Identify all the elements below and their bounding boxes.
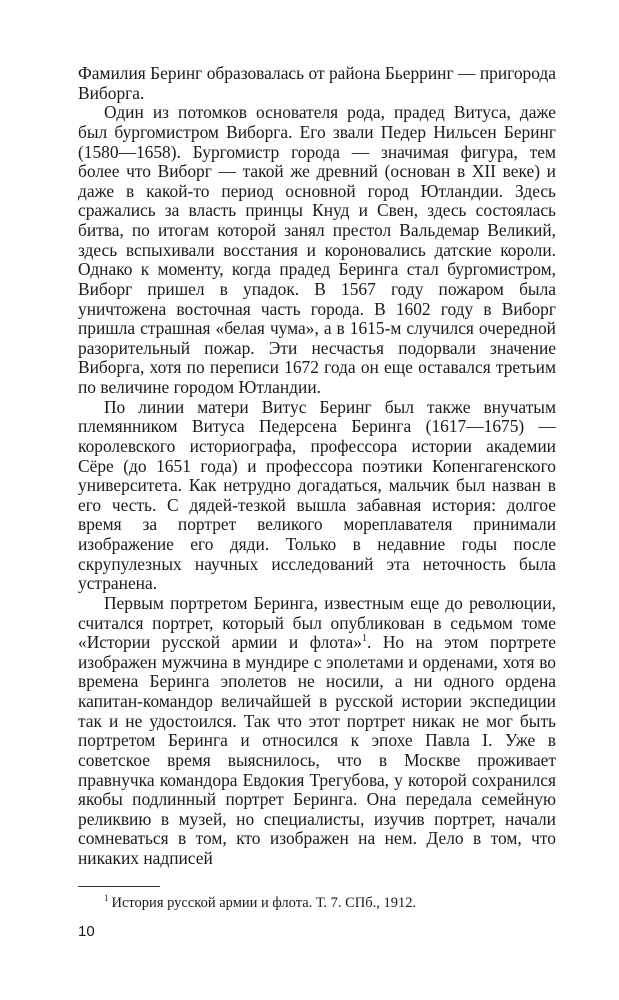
footnote-divider	[78, 886, 160, 887]
paragraph-text: . Но на этом портрете изображен мужчина в мундире с эполетами и орденами, хотя во времена Беринга эполетов не носили, а ни одного ордена капитан-командор величайшей в русской истории экспедиции так и не удостоился. Так что этот портрет никак не мог быть портретом Беринга и относился к эпохе Павла I. Уже в советское время выяснилось, что в Москве проживает правнучка командора Евдокия Трегубова, у которой сохранился якобы подлинный портрет Беринга. Она передала семейную реликвию в музей, но специалисты, изучив портрет, начали сомневаться в том, кто изображен на нем. Дело в том, что никаких надписей	[78, 632, 556, 868]
body-text	[78, 64, 556, 869]
footnote-number: 1	[104, 893, 109, 904]
paragraph: Один из потомков основателя рода, прадед Витуса, даже был бургомистром Виборга. Его звали Педер Нильсен Беринг (1580—1658). Бургомистр города — значимая фигура, тем более что Виборг — такой же древний (основан в XII веке) и даже в какой-то период основной город Ютландии. Здесь сражались за власть принцы Кнуд и Свен, здесь состоялась битва, по итогам которой занял престол Вальдемар Великий, здесь вспыхивали восстания и короновались датские короли. Однако к моменту, когда прадед Беринга стал бургомистром, Виборг пришел в упадок. В 1567 году пожаром была уничтожена восточная часть города. В 1602 году в Виборг пришла страшная «белая чума», а в 1615-м случился очередной разорительный пожар. Эти несчастья подорвали значение Виборга, хотя по переписи 1672 года он еще оставался третьим по величине городом Ютландии.	[78, 102, 556, 397]
page-number: 10	[78, 923, 95, 940]
footnote-text: История русской армии и флота. Т. 7. СПб., 1912.	[111, 895, 417, 911]
footnote-reference: 1	[361, 633, 367, 645]
footnote	[104, 894, 556, 912]
paragraph	[78, 594, 556, 869]
paragraph: Фамилия Беринг образовалась от района Бьерринг — пригорода Виборга.	[78, 63, 556, 103]
paragraph-text: Первым портретом Беринга, известным еще до революции, считался портрет, который был опубликован в седьмом томе «Истории русской армии и флота»	[78, 592, 556, 653]
paragraph: По линии матери Витус Беринг был также внучатым племянником Витуса Педерсена Беринга (1617—1675) — королевского историографа, профессора истории академии Сёре (до 1651 года) и профессора поэтики Копенгагенского университета. Как нетрудно догадаться, мальчик был назван в его честь. С дядей-тезкой вышла забавная история: долгое время за портрет великого мореплавателя принимали изображение его дяди. Только в недавние годы после скрупулезных научных исследований эта неточность была устранена.	[78, 396, 556, 594]
